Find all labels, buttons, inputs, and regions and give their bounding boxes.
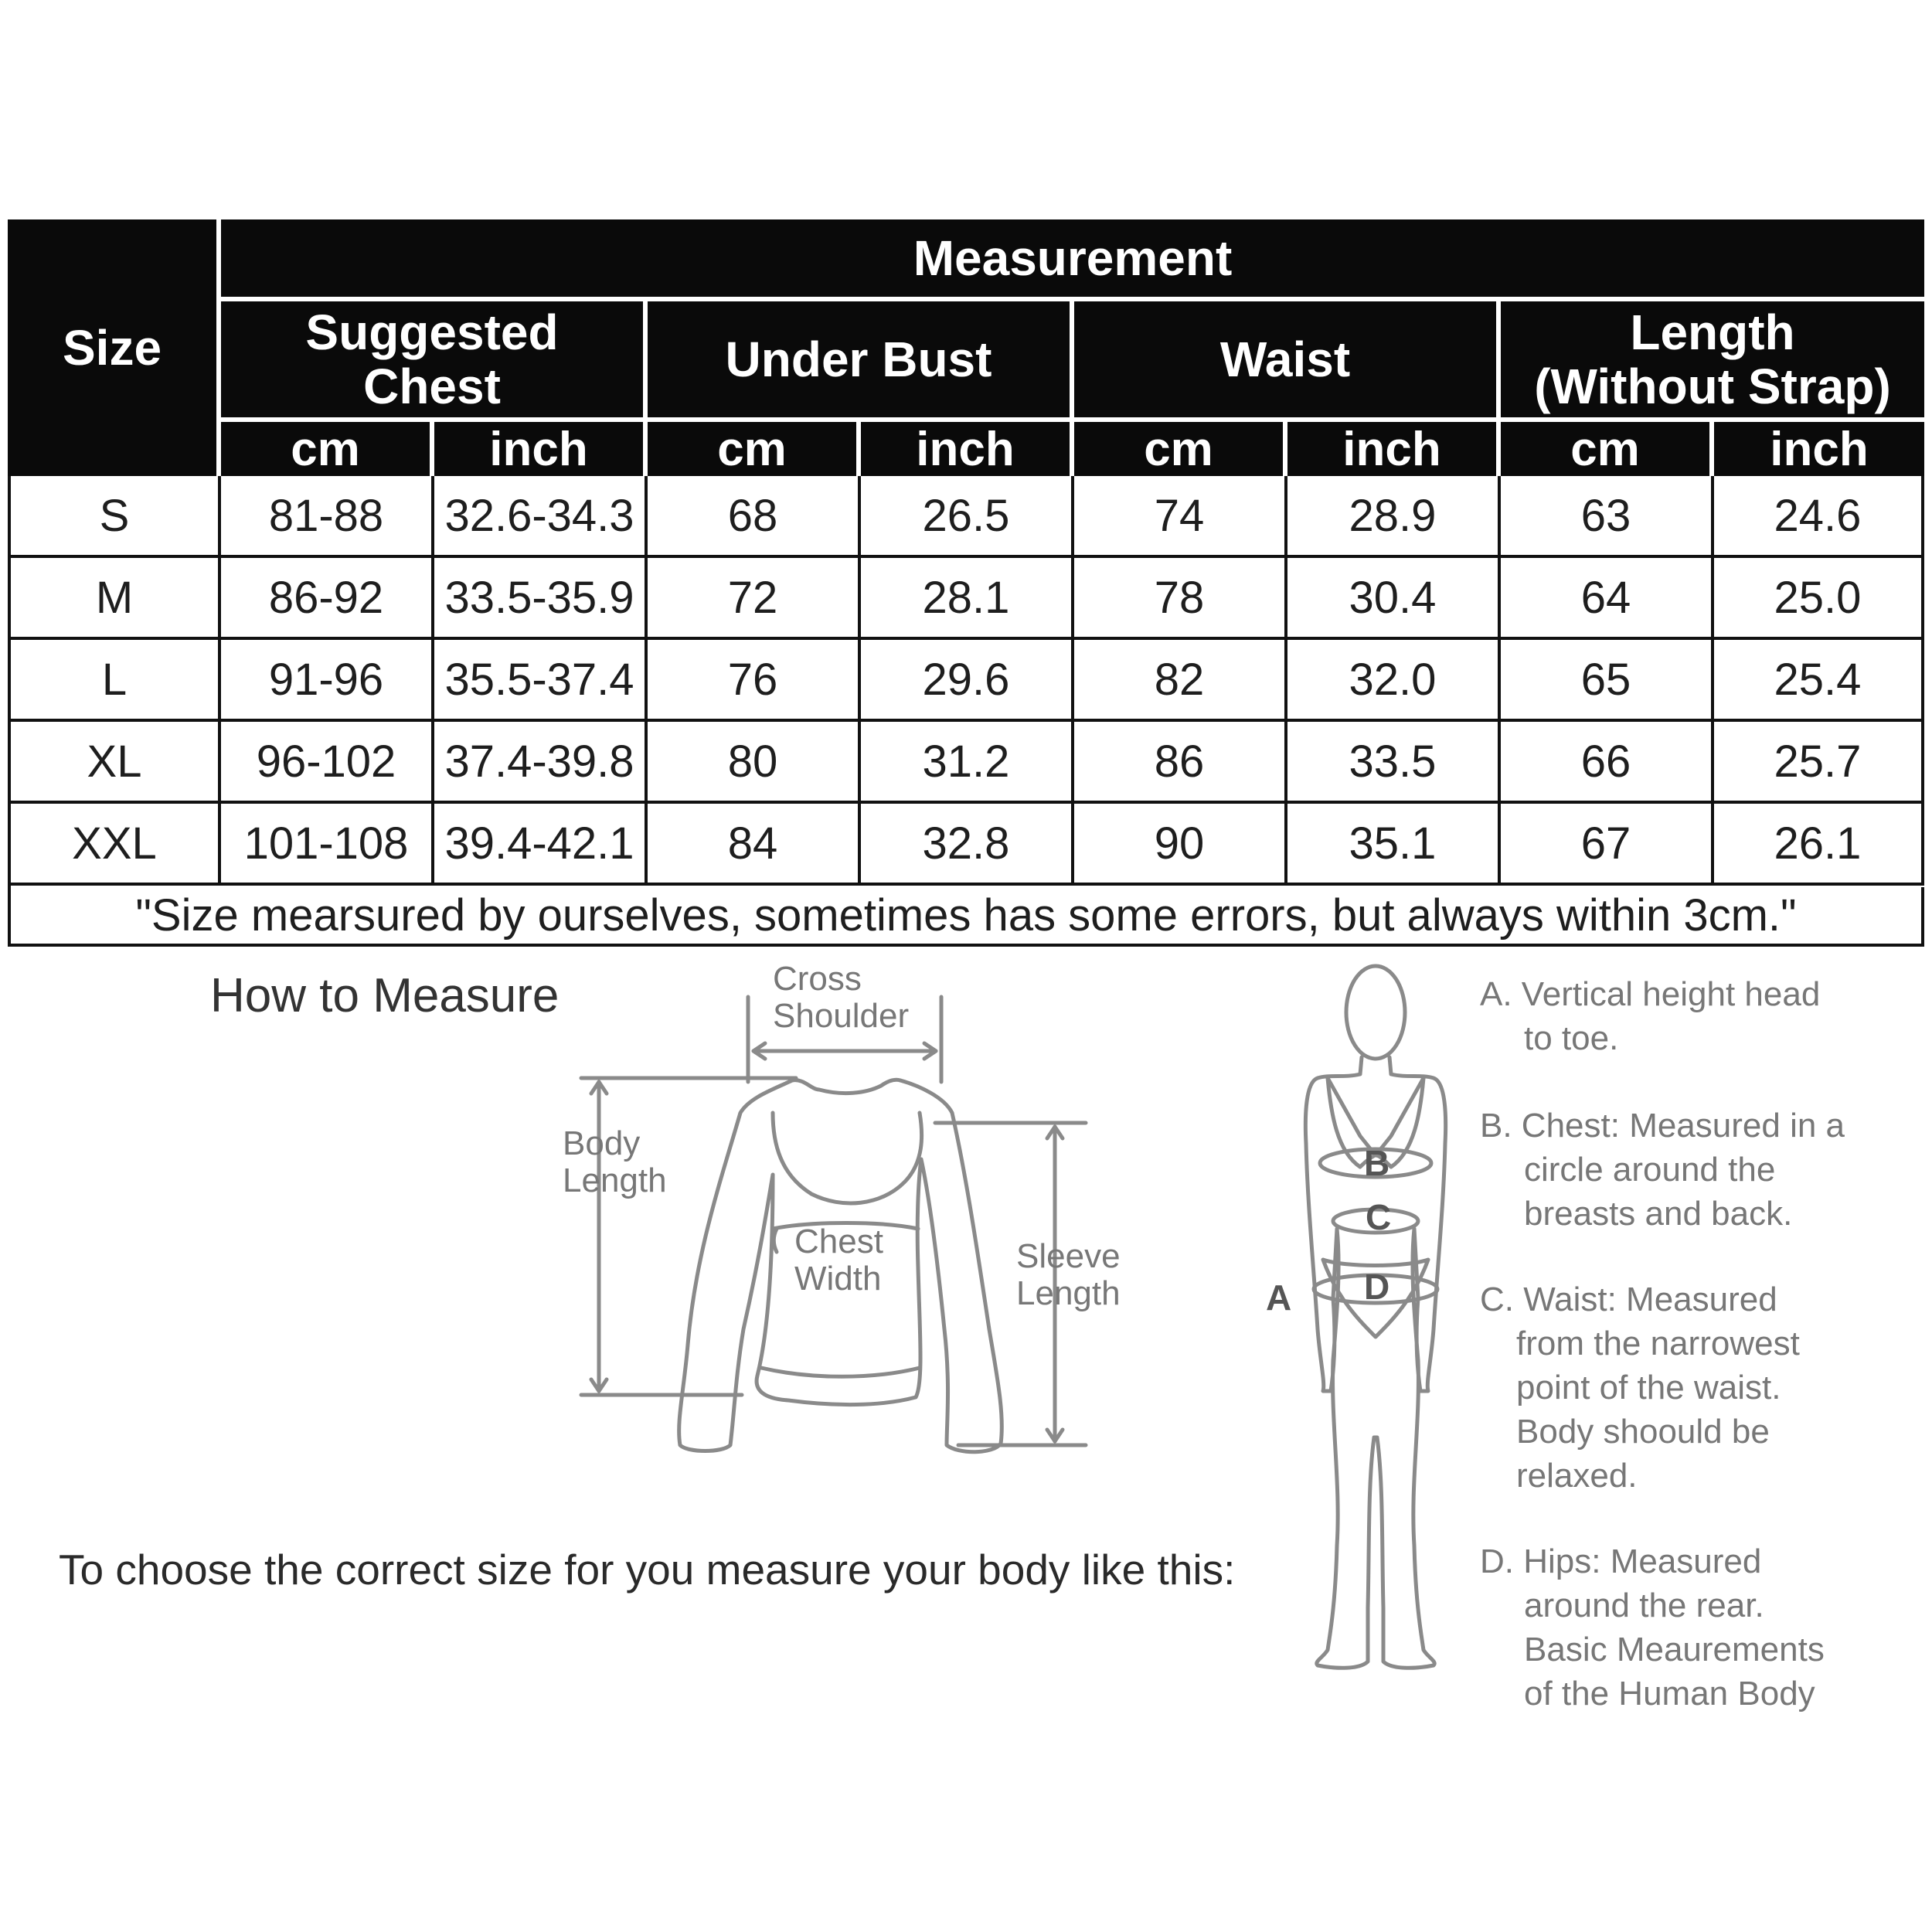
table-cell: 67 bbox=[1501, 804, 1714, 886]
label-line: Length bbox=[563, 1162, 667, 1199]
table-cell: 86 bbox=[1074, 722, 1287, 804]
label-line: Length bbox=[1016, 1274, 1121, 1312]
table-cell: 32.8 bbox=[861, 804, 1074, 886]
table-cell: 26.1 bbox=[1714, 804, 1924, 886]
unit-header: inch bbox=[861, 422, 1070, 476]
table-cell: 29.6 bbox=[861, 640, 1074, 722]
measurement-header: Measurement bbox=[221, 219, 1924, 297]
group-label-line: Chest bbox=[363, 359, 501, 414]
size-label-cell: M bbox=[11, 558, 221, 640]
definition-line: to toe. bbox=[1524, 1019, 1619, 1057]
table-cell: 25.0 bbox=[1714, 558, 1924, 640]
table-cell: 30.4 bbox=[1287, 558, 1501, 640]
body-letter-b: B bbox=[1364, 1143, 1390, 1183]
table-cell: 96-102 bbox=[221, 722, 434, 804]
unit-header: cm bbox=[221, 422, 430, 476]
size-label-cell: S bbox=[11, 476, 221, 558]
group-label-line: Under Bust bbox=[725, 332, 992, 387]
unit-header: cm bbox=[1501, 422, 1709, 476]
table-cell: 26.5 bbox=[861, 476, 1074, 558]
definition-a bbox=[1480, 972, 1913, 1060]
body-letter-d: D bbox=[1364, 1267, 1390, 1307]
group-label-line: Waist bbox=[1219, 332, 1351, 387]
table-cell: 28.1 bbox=[861, 558, 1074, 640]
label-line: Cross bbox=[773, 960, 862, 998]
table-cell: 33.5-35.9 bbox=[434, 558, 648, 640]
definition-line: from the narrowest bbox=[1516, 1325, 1800, 1362]
table-cell: 28.9 bbox=[1287, 476, 1501, 558]
label-line: Sleeve bbox=[1016, 1237, 1121, 1275]
table-note: "Size mearsured by ourselves, sometimes has some errors, but always within 3cm." bbox=[8, 887, 1924, 947]
unit-header: inch bbox=[1714, 422, 1924, 476]
definition-line: breasts and back. bbox=[1524, 1195, 1793, 1233]
table-cell: 81-88 bbox=[221, 476, 434, 558]
size-header: Size bbox=[8, 219, 216, 476]
group-label-line: (Without Strap) bbox=[1534, 359, 1891, 414]
table-cell: 86-92 bbox=[221, 558, 434, 640]
definition-line: relaxed. bbox=[1516, 1457, 1638, 1495]
unit-header: inch bbox=[1287, 422, 1496, 476]
table-cell: 64 bbox=[1501, 558, 1714, 640]
table-cell: 32.6-34.3 bbox=[434, 476, 648, 558]
definition-line: Body shoould be bbox=[1516, 1413, 1770, 1451]
definition-line: around the rear. bbox=[1524, 1587, 1764, 1624]
definition-d bbox=[1480, 1539, 1913, 1716]
unit-header: cm bbox=[1074, 422, 1283, 476]
definition-line: C. Waist: Measured bbox=[1480, 1281, 1777, 1318]
table-cell: 33.5 bbox=[1287, 722, 1501, 804]
definition-c bbox=[1480, 1277, 1913, 1498]
choose-size-instruction: To choose the correct size for you measure your body like this: bbox=[59, 1546, 1236, 1594]
table-cell: 63 bbox=[1501, 476, 1714, 558]
table-cell: 72 bbox=[648, 558, 861, 640]
label-line: Shoulder bbox=[773, 997, 910, 1035]
body-letter-c: C bbox=[1366, 1197, 1392, 1237]
table-cell: 66 bbox=[1501, 722, 1714, 804]
how-to-measure-title: How to Measure bbox=[210, 969, 560, 1022]
size-label-cell: XXL bbox=[11, 804, 221, 886]
label-line: Body bbox=[563, 1124, 641, 1162]
table-cell: 90 bbox=[1074, 804, 1287, 886]
size-label-cell: L bbox=[11, 640, 221, 722]
table-cell: 76 bbox=[648, 640, 861, 722]
group-label-line: Suggested bbox=[305, 304, 559, 360]
table-cell: 32.0 bbox=[1287, 640, 1501, 722]
table-cell: 101-108 bbox=[221, 804, 434, 886]
table-cell: 80 bbox=[648, 722, 861, 804]
table-cell: 78 bbox=[1074, 558, 1287, 640]
table-cell: 82 bbox=[1074, 640, 1287, 722]
definition-line: of the Human Body bbox=[1524, 1675, 1815, 1713]
table-cell: 39.4-42.1 bbox=[434, 804, 648, 886]
unit-header: inch bbox=[434, 422, 643, 476]
table-cell: 25.7 bbox=[1714, 722, 1924, 804]
table-cell: 84 bbox=[648, 804, 861, 886]
table-cell: 35.5-37.4 bbox=[434, 640, 648, 722]
table-cell: 35.1 bbox=[1287, 804, 1501, 886]
group-label-line: Length bbox=[1630, 304, 1795, 360]
definition-line: A. Vertical height head bbox=[1480, 975, 1821, 1013]
definition-line: B. Chest: Measured in a bbox=[1480, 1107, 1845, 1145]
body-letter-a: A bbox=[1266, 1277, 1292, 1318]
size-label-cell: XL bbox=[11, 722, 221, 804]
definition-line: Basic Meaurements bbox=[1524, 1631, 1825, 1668]
table-cell: 31.2 bbox=[861, 722, 1074, 804]
table-cell: 74 bbox=[1074, 476, 1287, 558]
definition-line: point of the waist. bbox=[1516, 1369, 1781, 1406]
table-cell: 24.6 bbox=[1714, 476, 1924, 558]
definition-b bbox=[1480, 1104, 1913, 1236]
table-cell: 65 bbox=[1501, 640, 1714, 722]
label-line: Chest bbox=[794, 1223, 883, 1260]
definition-line: circle around the bbox=[1524, 1151, 1776, 1189]
table-cell: 68 bbox=[648, 476, 861, 558]
label-line: Width bbox=[794, 1260, 882, 1298]
table-cell: 25.4 bbox=[1714, 640, 1924, 722]
unit-header: cm bbox=[648, 422, 856, 476]
table-cell: 91-96 bbox=[221, 640, 434, 722]
definition-line: D. Hips: Measured bbox=[1480, 1543, 1762, 1580]
table-cell: 37.4-39.8 bbox=[434, 722, 648, 804]
